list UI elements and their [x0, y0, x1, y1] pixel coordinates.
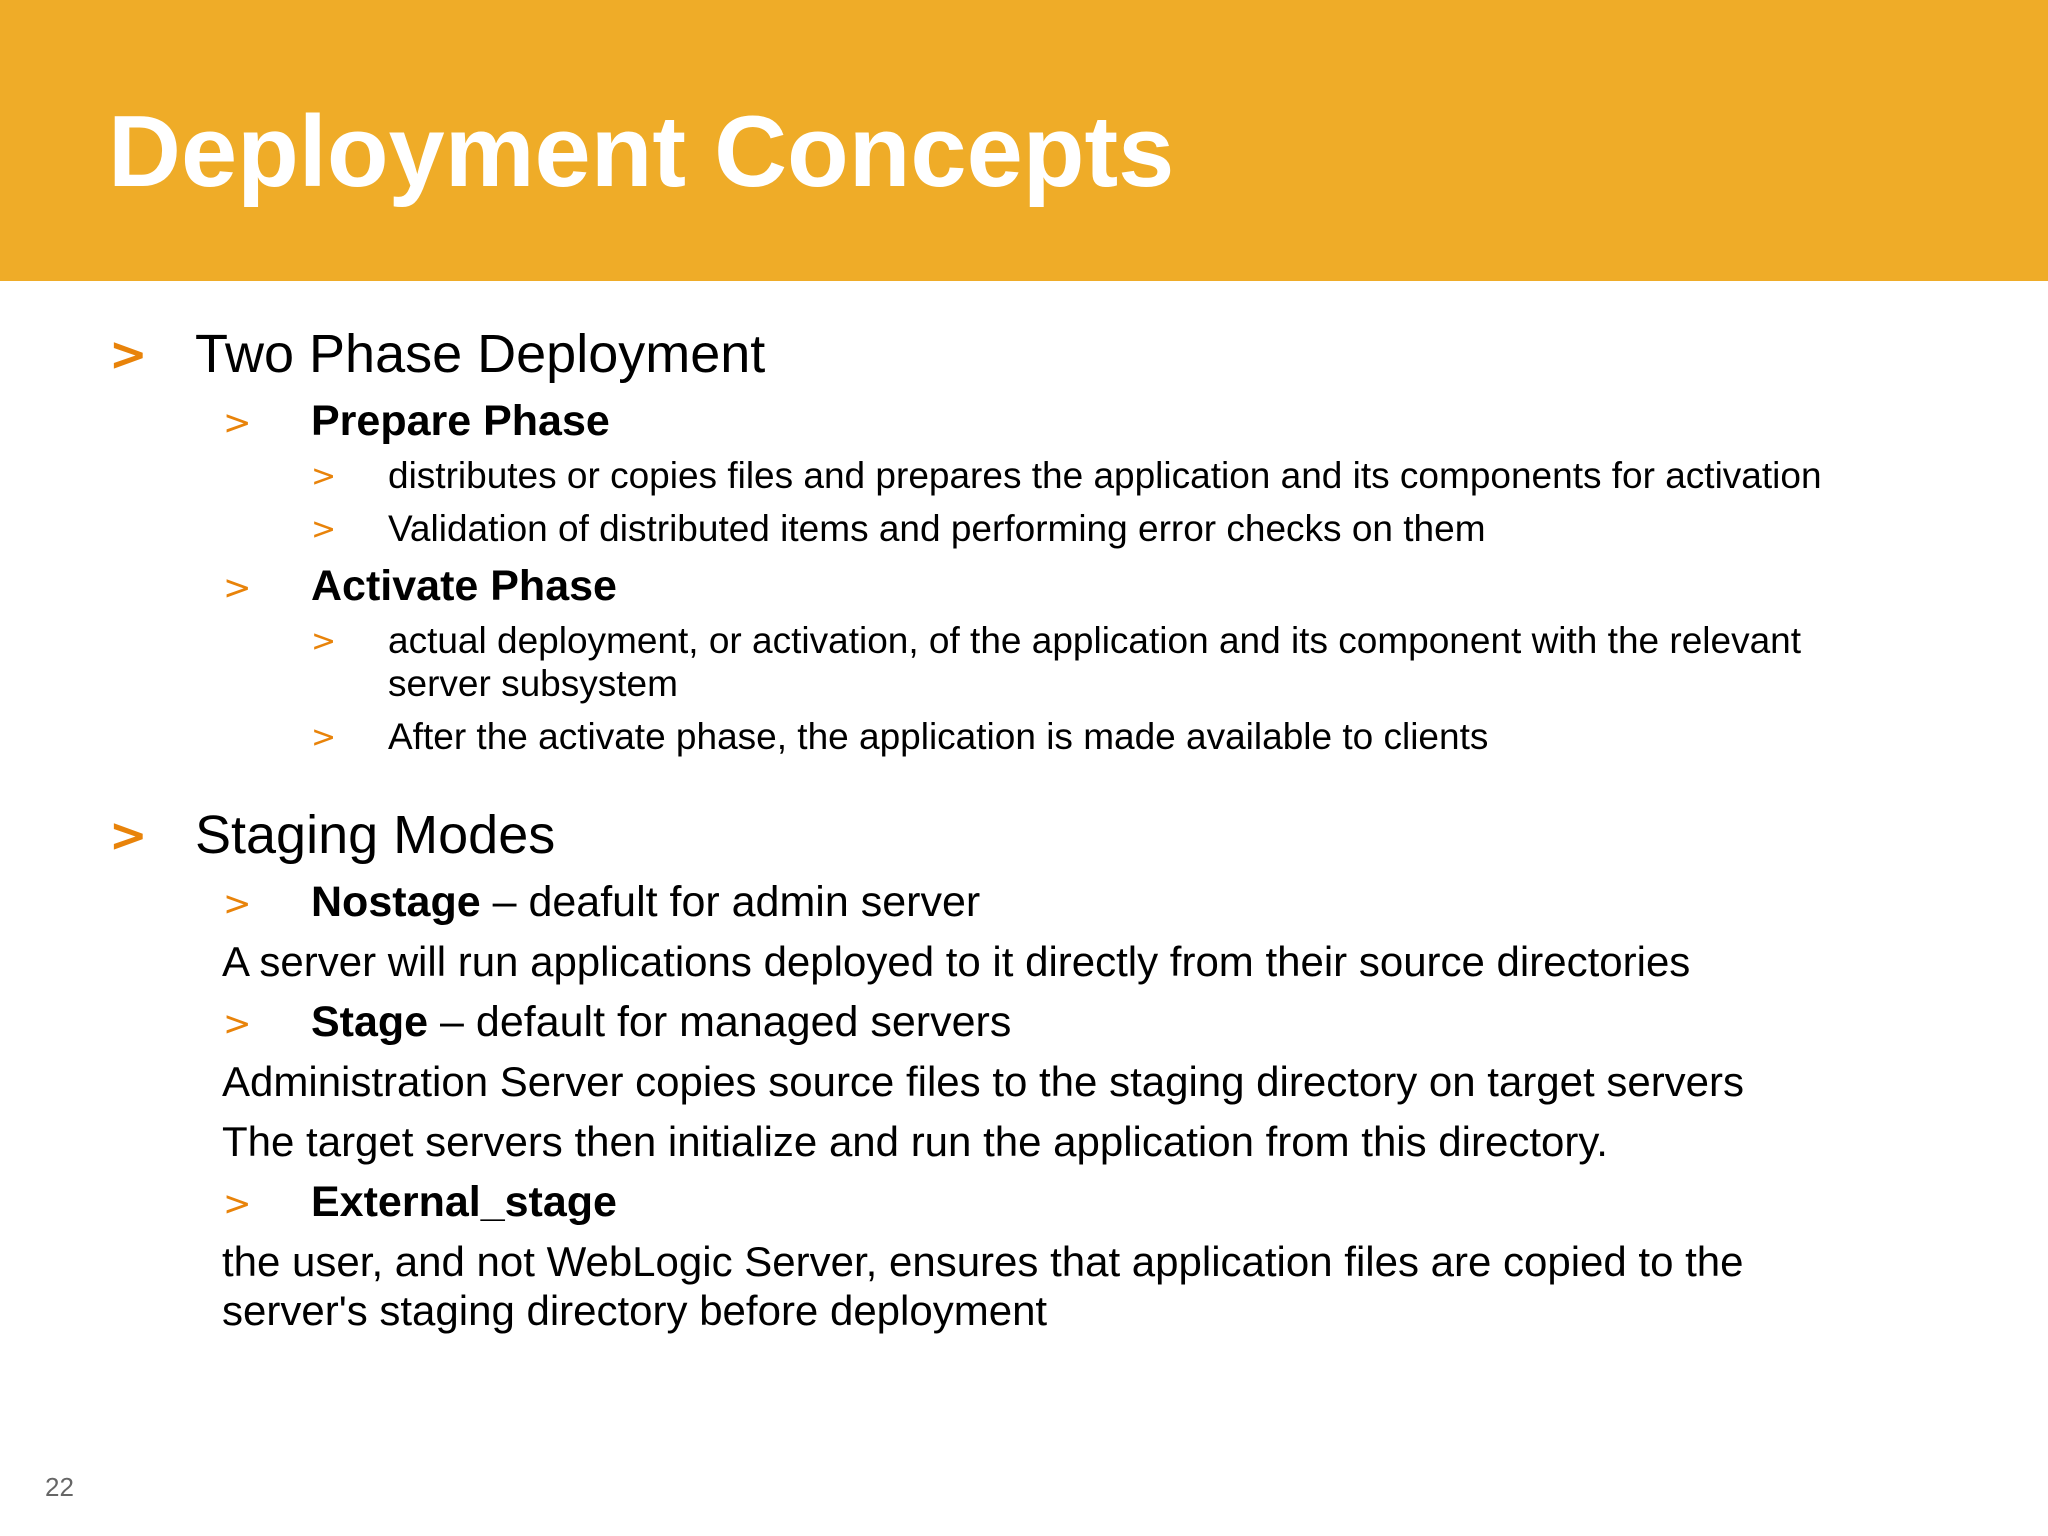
- bullet-arrow-icon: >: [223, 1004, 252, 1044]
- bullet-arrow-icon: >: [311, 512, 337, 547]
- page-number: 22: [45, 1472, 74, 1502]
- bullet-arrow-icon: >: [223, 884, 252, 924]
- bullet-arrow-icon: >: [109, 808, 148, 862]
- bullet-arrow-icon: >: [109, 327, 148, 381]
- mode-suffix: – deafult for admin server: [480, 878, 981, 926]
- bullet-arrow-icon: >: [311, 459, 337, 494]
- mode-heading-stage: [223, 996, 1012, 1048]
- bullet-arrow-icon: >: [223, 1184, 252, 1224]
- mode-description-text: the user, and not WebLogic Server, ensures that application files are copied to the: [222, 1238, 1744, 1285]
- mode-heading-external-stage: [223, 1176, 617, 1228]
- bullet-arrow-icon: >: [223, 403, 252, 443]
- bullet-arrow-icon: >: [311, 720, 337, 755]
- phase-heading-label: Prepare Phase: [311, 397, 610, 445]
- phase-point: [311, 715, 1489, 758]
- phase-point-text: distributes or copies files and prepares the application and its components for activation: [388, 455, 1822, 496]
- bullet-arrow-icon: >: [311, 624, 337, 659]
- mode-description-continuation: [222, 1286, 1047, 1335]
- mode-name: External_stage: [311, 1178, 617, 1226]
- phase-point-text: server subsystem: [388, 663, 678, 704]
- mode-description-text: A server will run applications deployed to it directly from their source directories: [222, 938, 1691, 985]
- phase-point-continuation: [388, 662, 678, 705]
- mode-description-text: Administration Server copies source files to the staging directory on target servers: [222, 1058, 1745, 1105]
- phase-point-text: After the activate phase, the application is made available to clients: [388, 716, 1489, 757]
- mode-description: [222, 1057, 1744, 1106]
- phase-point: [311, 619, 1802, 662]
- phase-heading-label: Activate Phase: [311, 562, 617, 610]
- mode-description: [222, 1117, 1608, 1166]
- bullet-arrow-icon: >: [223, 568, 252, 608]
- phase-point-text: Validation of distributed items and performing error checks on them: [388, 508, 1486, 549]
- phase-heading-prepare: [223, 395, 610, 447]
- mode-description-text: The target servers then initialize and run the application from this directory.: [222, 1118, 1608, 1165]
- phase-point: [311, 507, 1486, 550]
- mode-description-text: server's staging directory before deployment: [222, 1287, 1048, 1334]
- mode-heading-nostage: [223, 876, 981, 928]
- phase-point-text: actual deployment, or activation, of the application and its component with the relevant: [388, 620, 1802, 661]
- phase-heading-activate: [223, 560, 617, 612]
- slide-title: Deployment Concepts: [108, 96, 1175, 208]
- mode-suffix: – default for managed servers: [428, 998, 1012, 1046]
- mode-description: [222, 937, 1690, 986]
- section-heading-label: Staging Modes: [195, 805, 556, 865]
- section-heading-label: Two Phase Deployment: [195, 324, 766, 384]
- mode-name: Stage: [311, 998, 429, 1046]
- section-heading-two-phase: [109, 322, 766, 386]
- mode-description: [222, 1237, 1744, 1286]
- section-heading-staging-modes: [109, 803, 556, 867]
- phase-point: [311, 454, 1822, 497]
- mode-name: Nostage: [311, 878, 481, 926]
